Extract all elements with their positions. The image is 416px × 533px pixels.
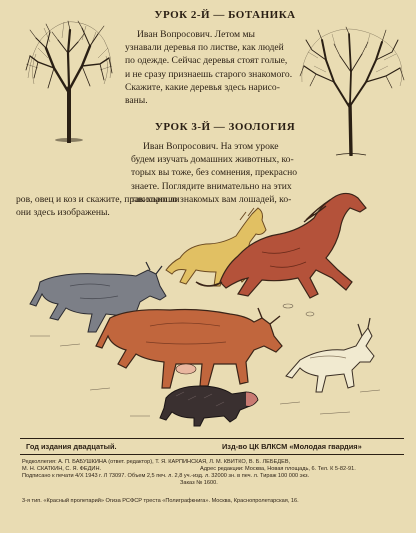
footer-rule-top [20, 438, 404, 439]
text-line: Иван Вопросович. На этом уроке [143, 141, 279, 152]
bare-tree-icon [24, 18, 114, 143]
cow-icon [96, 308, 282, 388]
text-line: Иван Вопросович. Летом мы [137, 29, 255, 40]
footer-editors2: М. Н. СКАТКИН, С. Я. ФЕДИН. [22, 466, 102, 472]
footer-printer: 3-я тип. «Красный пролетарий» Огиза РСФСР треста «Полиграфкнига». Москва, Краснопролетарская, 16. [22, 498, 299, 504]
bare-tree-icon [296, 26, 406, 156]
animals-illustration [0, 186, 416, 436]
footer-year: Год издания двадцатый. [26, 442, 117, 451]
lesson-text-botany [125, 28, 302, 107]
text-line: Скажите, какие деревья здесь нарисо- [125, 81, 280, 93]
lesson-title-botany: УРОК 2-Й — БОТАНИКА [154, 9, 296, 21]
text-line: будем изучать домашних животных, ко- [131, 154, 294, 166]
text-line: ров, овец и коз и скажите, правильно ли [16, 194, 180, 205]
lesson-title-zoology: УРОК 3-Й — ЗООЛОГИЯ [154, 121, 296, 133]
text-line: знаете. Поглядите внимательно на этих [131, 180, 292, 192]
footer-order: Заказ № 1600. [180, 480, 218, 486]
text-line: они здесь изображены. [16, 207, 110, 219]
footer-publisher: Изд-во ЦК ВЛКСМ «Молодая гвардия» [222, 442, 362, 451]
text-line: и не сразу признаешь старого знакомого. [125, 68, 293, 80]
text-line: по одежде. Сейчас деревья стоят голые, [125, 55, 288, 67]
text-line: узнавали деревья по листве, как людей [125, 42, 284, 54]
text-line: торых вы тоже, без сомнения, прекрасно [131, 167, 298, 179]
footer-rule-bottom [20, 454, 404, 455]
footer-address: Адрес редакции: Москва, Новая площадь, 6. Тел. К 5-82-91. [200, 466, 356, 472]
text-line: ваны. [125, 95, 148, 107]
text-line: так хорошо знакомых вам лошадей, ко- [131, 193, 292, 205]
pig-icon [160, 386, 258, 426]
footer-print-info: Подписано к печати 4/X 1943 г. Л 73097. Объем 2,5 печ. л. 2,8 уч.-изд. л. 32000 зн. в печ. л. Тираж 100 000 экз. [22, 473, 310, 479]
goat-icon [286, 318, 374, 392]
footer-editors: Редколлегия: А. П. БАБУШКИНА (ответ. редактор), Т. Я. КАРПИНСКАЯ, Л. М. КВИТКО, В. Б. ЛЕБЕДЕВ, [22, 459, 291, 465]
